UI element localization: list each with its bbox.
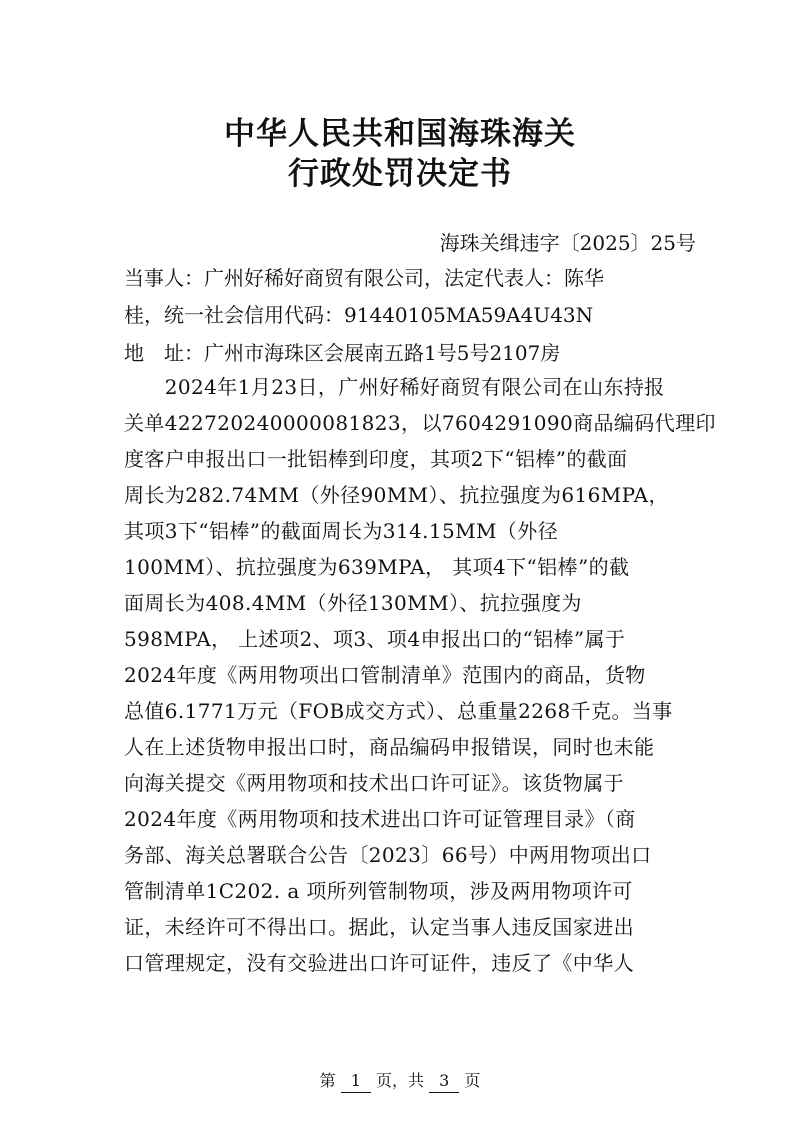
body-line: 其项3下“铝棒”的截面周长为314.15MM（外径	[124, 519, 559, 543]
body-line: 2024年度《两用物项和技术进出口许可证管理目录》（商	[124, 807, 636, 831]
body-line: 口管理规定，没有交验进出口许可证件，违反了《中华人	[124, 951, 634, 975]
party-line: 桂，统一社会信用代码：91440105MA59A4U43N	[124, 303, 594, 327]
document-title-line-2: 行政处罚决定书	[288, 156, 512, 192]
body-line: 关单422720240000081823，以7604291090商品编码代理印	[124, 411, 716, 435]
document-number: 海珠关缉违字〔2025〕25号	[439, 231, 696, 255]
total-pages-number: 3	[429, 1070, 459, 1093]
body-line: 向海关提交《两用物项和技术出口许可证》。该货物属于	[124, 771, 624, 795]
party-line: 当事人：广州好稀好商贸有限公司，法定代表人：陈华	[124, 266, 604, 290]
footer-middle: 页，共	[375, 1071, 424, 1090]
body-line: 100MM）、抗拉强度为639MPA， 其项4下“铝棒”的截	[124, 555, 630, 579]
body-line: 人在上述货物申报出口时，商品编码申报错误，同时也未能	[124, 735, 655, 759]
body-line: 面周长为408.4MM（外径130MM）、抗拉强度为	[124, 591, 582, 615]
body-line: 2024年度《两用物项出口管制清单》范围内的商品，货物	[124, 663, 646, 687]
body-line: 总值6.1771万元（FOB成交方式）、总重量2268千克。当事	[124, 699, 673, 723]
footer-suffix: 页	[464, 1071, 481, 1090]
body-line: 2024年1月23日，广州好稀好商贸有限公司在山东持报	[124, 375, 665, 399]
body-line: 管制清单1C202. a 项所列管制物项，涉及两用物项许可	[124, 879, 633, 903]
body-line: 598MPA， 上述项2、项3、项4申报出口的“铝棒”属于	[124, 627, 626, 651]
page-footer	[0, 1070, 800, 1093]
address-line: 地 址：广州市海珠区会展南五路1号5号2107房	[124, 341, 561, 365]
body-line: 度客户申报出口一批铝棒到印度，其项2下“铝棒”的截面	[124, 447, 628, 471]
current-page-number: 1	[341, 1070, 371, 1093]
body-line: 证，未经许可不得出口。据此，认定当事人违反国家进出	[124, 915, 634, 939]
body-line: 周长为282.74MM（外径90MM）、抗拉强度为616MPA，	[124, 483, 669, 507]
footer-prefix: 第	[319, 1071, 336, 1090]
document-title-line-1: 中华人民共和国海珠海关	[224, 116, 576, 152]
body-line: 务部、海关总署联合公告〔2023〕66号）中两用物项出口	[124, 843, 652, 867]
